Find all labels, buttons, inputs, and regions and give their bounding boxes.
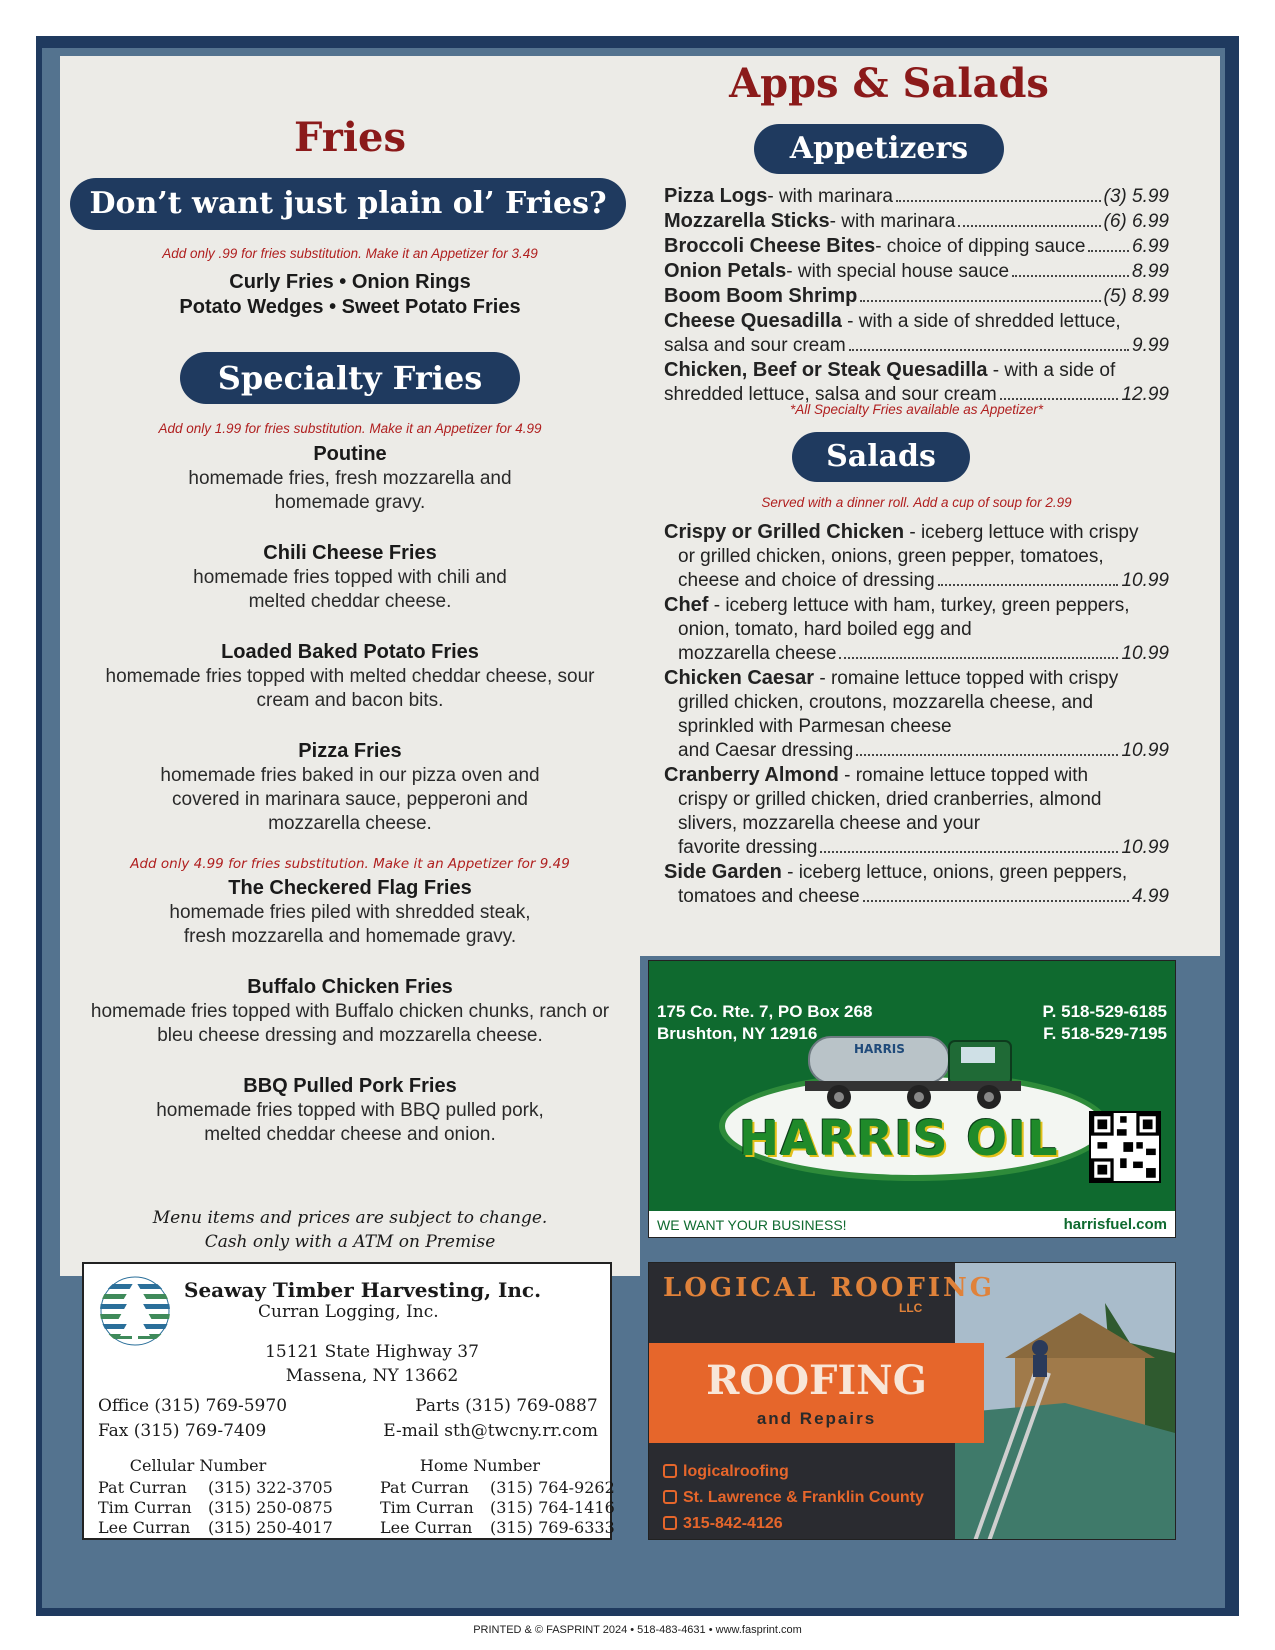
roof-house-photo (955, 1263, 1175, 1540)
seaway-fax: Fax (315) 769-7409 (98, 1421, 267, 1441)
roofing-social-row[interactable] (663, 1459, 924, 1485)
salad-desc-line: slivers, mozzarella cheese and your (678, 813, 981, 834)
leader-dots (839, 657, 1118, 659)
appetizer-desc: - with a side of (987, 360, 1116, 381)
harris-website[interactable]: harrisfuel.com (1060, 1216, 1171, 1233)
harris-address-line-2: Brushton, NY 12916 (657, 1024, 818, 1043)
harris-phone-block (1043, 1001, 1167, 1045)
salad-item (664, 666, 1169, 763)
contact-number: (315) 769-6333 (490, 1518, 615, 1537)
roofing-phone: 315-842-4126 (683, 1515, 783, 1532)
salad-desc-line: crispy or grilled chicken, dried cranberries, almond (678, 789, 1102, 810)
appetizer-item (664, 259, 1169, 284)
salad-desc-last: and Caesar dressing (678, 740, 854, 761)
plain-fries-options (60, 270, 640, 320)
plain-fries-banner: Don’t want just plain ol’ Fries? (70, 178, 626, 230)
appetizer-item (664, 309, 1169, 358)
salad-price: 10.99 (1121, 837, 1169, 858)
location-arrow-icon (663, 1490, 677, 1504)
pine-tree-logo-icon (100, 1276, 170, 1346)
contact-number: (315) 322-3705 (208, 1478, 333, 1497)
salad-item (664, 763, 1169, 860)
seaway-cell-row (98, 1478, 348, 1498)
appetizer-price: (3) 5.99 (1103, 186, 1169, 207)
roofing-headline: ROOFING (706, 1357, 927, 1404)
salad-desc: - romaine lettuce topped with crispy (814, 668, 1119, 689)
specialty-appetizer-note: *All Specialty Fries available as Appetizer* (789, 402, 1044, 417)
contact-name: Lee Curran (380, 1518, 473, 1537)
seaway-cell-column (98, 1456, 348, 1538)
appetizer-price: 6.99 (1132, 236, 1169, 257)
logical-roofing-ad (648, 1262, 1176, 1540)
fries-item-name: Loaded Baked Potato Fries (221, 641, 479, 663)
salad-item (664, 520, 1169, 593)
seaway-office: Office (315) 769-5970 (98, 1396, 288, 1416)
appetizer-item (664, 209, 1169, 234)
apps-salads-title: Apps & Salads (729, 60, 1049, 107)
seaway-parts: Parts (315) 769-0887 (415, 1396, 598, 1416)
appetizer-item (664, 234, 1169, 259)
seaway-subsidiary: Curran Logging, Inc. (258, 1302, 439, 1322)
seaway-home-row (380, 1498, 630, 1518)
leader-dots (860, 300, 1100, 302)
salad-name: Cranberry Almond (664, 764, 839, 786)
fries-item (60, 876, 640, 949)
leader-dots (863, 900, 1129, 902)
fries-title: Fries (294, 114, 406, 161)
leader-dots (958, 225, 1100, 227)
seaway-home-row (380, 1518, 630, 1538)
appetizer-name: Pizza Logs (664, 185, 768, 207)
salad-name: Side Garden (664, 861, 782, 883)
appetizer-desc: - with marinara (829, 211, 956, 232)
harris-fax: F. 518-529-7195 (1043, 1024, 1167, 1043)
fries-item-desc: homemade fries baked in our pizza oven and covered in marinara sauce, pepperoni and mozzarella cheese. (160, 765, 540, 834)
leader-dots (1088, 250, 1129, 252)
contact-number: (315) 764-9262 (490, 1478, 615, 1497)
harris-oil-ad (648, 960, 1176, 1238)
appetizers-list (664, 184, 1169, 407)
harris-address-line-1: 175 Co. Rte. 7, PO Box 268 (657, 1002, 873, 1021)
roofing-banner (649, 1343, 984, 1443)
roofing-contact (663, 1459, 924, 1537)
contact-name: Tim Curran (98, 1498, 192, 1517)
seaway-street: 15121 State Highway 37 (265, 1342, 479, 1362)
fries-item-desc: homemade fries, fresh mozzarella and homemade gravy. (188, 468, 512, 513)
salad-name: Chicken Caesar (664, 667, 815, 689)
seaway-email[interactable]: E-mail sth@twcny.rr.com (383, 1421, 598, 1441)
plain-fries-line-2: Potato Wedges • Sweet Potato Fries (179, 296, 521, 318)
seaway-home-column (380, 1456, 630, 1538)
seaway-home-header: Home Number (419, 1456, 541, 1475)
salad-price: 4.99 (1132, 886, 1169, 907)
fries-item-name: Chili Cheese Fries (263, 542, 437, 564)
leader-dots (1012, 275, 1129, 277)
appetizer-desc: - with special house sauce (786, 261, 1010, 282)
plain-fries-line-1: Curly Fries • Onion Rings (229, 271, 471, 293)
seaway-city: Massena, NY 13662 (285, 1366, 459, 1386)
seaway-cell-header: Cellular Number (129, 1456, 267, 1475)
premium-fries-note: Add only 4.99 for fries substitution. Make it an Appetizer for 9.49 (130, 856, 570, 872)
contact-name: Lee Curran (98, 1518, 191, 1537)
appetizers-banner: Appetizers (754, 124, 1004, 174)
seaway-home-row (380, 1478, 630, 1498)
appetizer-item (664, 184, 1169, 209)
seaway-contact (98, 1394, 598, 1444)
harris-oil-logo: HARRIS OIL (739, 1111, 1059, 1167)
appetizer-price: (6) 6.99 (1103, 211, 1169, 232)
leader-dots (938, 584, 1119, 586)
fries-item (60, 640, 640, 713)
qr-code-icon (1089, 1111, 1161, 1183)
seaway-company-name: Seaway Timber Harvesting, Inc. (184, 1278, 542, 1302)
fries-item (60, 442, 640, 515)
leader-dots (896, 200, 1101, 202)
fries-item-desc: homemade fries topped with Buffalo chicken chunks, ranch or bleu cheese dressing and mozzarella cheese. (90, 1001, 610, 1046)
specialty-fries-note: Add only 1.99 for fries substitution. Make it an Appetizer for 4.99 (158, 421, 542, 436)
appetizer-item (664, 358, 1169, 407)
appetizer-name: Onion Petals (664, 260, 787, 282)
seaway-contact-right (383, 1394, 598, 1444)
appetizer-name: Cheese Quesadilla (664, 310, 842, 332)
appetizer-name: Chicken, Beef or Steak Quesadilla (664, 359, 988, 381)
menu-disclaimer (60, 1206, 640, 1254)
salad-item (664, 593, 1169, 666)
salad-desc-last: tomatoes and cheese (678, 886, 860, 907)
specialty-fries-banner: Specialty Fries (180, 352, 520, 404)
appetizer-desc-cont: shredded lettuce, salsa and sour cream (664, 384, 997, 405)
leader-dots (1000, 398, 1119, 400)
appetizer-price: (5) 8.99 (1103, 286, 1169, 307)
salads-note: Served with a dinner roll. Add a cup of soup for 2.99 (761, 495, 1072, 510)
seaway-header (184, 1278, 604, 1322)
roofing-llc: LLC (899, 1301, 923, 1315)
disclaimer-prices: Menu items and prices are subject to change. (152, 1208, 548, 1228)
salad-desc: - romaine lettuce topped with (838, 765, 1089, 786)
truck-label: HARRIS (854, 1042, 905, 1056)
appetizer-price: 9.99 (1132, 335, 1169, 356)
contact-name: Pat Curran (380, 1478, 469, 1497)
fries-item-name: Buffalo Chicken Fries (247, 976, 453, 998)
appetizer-item (664, 284, 1169, 309)
appetizer-desc-cont: salsa and sour cream (664, 335, 846, 356)
fries-item (60, 1074, 640, 1147)
fries-item-name: Pizza Fries (298, 740, 402, 762)
salad-price: 10.99 (1121, 643, 1169, 664)
contact-name: Pat Curran (98, 1478, 187, 1497)
roofing-subheadline: and Repairs (756, 1409, 877, 1428)
phone-icon (663, 1516, 677, 1530)
salads-list (664, 520, 1169, 909)
salads-banner: Salads (792, 432, 970, 482)
appetizer-name: Boom Boom Shrimp (664, 285, 858, 307)
fries-item-name: The Checkered Flag Fries (228, 877, 472, 899)
roofing-social: logicalroofing (683, 1463, 789, 1480)
fries-item-desc: homemade fries piled with shredded steak, fresh mozzarella and homemade gravy. (169, 902, 531, 947)
contact-name: Tim Curran (380, 1498, 474, 1517)
seaway-cell-row (98, 1518, 348, 1538)
salad-desc: - iceberg lettuce, onions, green peppers, (781, 862, 1128, 883)
contact-number: (315) 250-4017 (208, 1518, 333, 1537)
appetizer-name: Mozzarella Sticks (664, 210, 830, 232)
disclaimer-cash: Cash only with a ATM on Premise (204, 1232, 496, 1252)
salad-price: 10.99 (1121, 570, 1169, 591)
fries-item (60, 739, 640, 836)
salad-name: Chef (664, 594, 709, 616)
harris-tagline: WE WANT YOUR BUSINESS! (653, 1217, 851, 1233)
salad-name: Crispy or Grilled Chicken (664, 521, 905, 543)
appetizer-desc: - choice of dipping sauce (875, 236, 1086, 257)
leader-dots (820, 851, 1118, 853)
printer-credit: PRINTED & © FASPRINT 2024 • 518-483-4631 • www.fasprint.com (473, 1624, 802, 1636)
appetizer-desc: - with a side of shredded lettuce, (841, 311, 1121, 332)
fries-item (60, 975, 640, 1048)
fries-item-name: Poutine (313, 443, 387, 465)
contact-number: (315) 764-1416 (490, 1498, 615, 1517)
specialty-fries-list (60, 442, 640, 1173)
salad-desc-last: cheese and choice of dressing (678, 570, 935, 591)
appetizer-price: 8.99 (1132, 261, 1169, 282)
fries-item-name: BBQ Pulled Pork Fries (243, 1075, 457, 1097)
appetizer-desc: - with marinara (767, 186, 894, 207)
fries-item-desc: homemade fries topped with chili and melted cheddar cheese. (193, 567, 507, 612)
roofing-phone-row[interactable] (663, 1511, 924, 1537)
fries-item (60, 541, 640, 614)
harris-phone: P. 518-529-6185 (1042, 1002, 1167, 1021)
fuel-truck-image (799, 1019, 1029, 1119)
salad-desc-line: sprinkled with Parmesan cheese (678, 716, 952, 737)
contact-number: (315) 250-0875 (208, 1498, 333, 1517)
salad-desc: - iceberg lettuce with ham, turkey, green peppers, (708, 595, 1130, 616)
appetizer-name: Broccoli Cheese Bites (664, 235, 876, 257)
roofing-area: St. Lawrence & Franklin County (683, 1489, 924, 1506)
appetizer-price: 12.99 (1121, 384, 1169, 405)
salad-desc: - iceberg lettuce with crispy (904, 522, 1139, 543)
seaway-address (84, 1340, 610, 1388)
salad-desc-line: grilled chicken, croutons, mozzarella cheese, and (678, 692, 1094, 713)
seaway-cell-row (98, 1498, 348, 1518)
fries-item-desc: homemade fries topped with melted cheddar cheese, sour cream and bacon bits. (105, 666, 595, 711)
salad-item (664, 860, 1169, 909)
fries-item-desc: homemade fries topped with BBQ pulled pork, melted cheddar cheese and onion. (156, 1100, 544, 1145)
plain-fries-note: Add only .99 for fries substitution. Make it an Appetizer for 3.49 (162, 246, 538, 261)
salad-desc-last: favorite dressing (678, 837, 818, 858)
seaway-timber-ad (82, 1262, 615, 1540)
salad-desc-line: or grilled chicken, onions, green pepper, tomatoes, (678, 546, 1104, 567)
roofing-area-row (663, 1485, 924, 1511)
leader-dots (856, 754, 1118, 756)
at-sign-icon (663, 1464, 677, 1478)
salad-price: 10.99 (1121, 740, 1169, 761)
leader-dots (849, 349, 1129, 351)
roofing-company-name: LOGICAL ROOFING (663, 1273, 995, 1303)
salad-desc-last: mozzarella cheese (678, 643, 837, 664)
salad-desc-line: onion, tomato, hard boiled egg and (678, 619, 972, 640)
